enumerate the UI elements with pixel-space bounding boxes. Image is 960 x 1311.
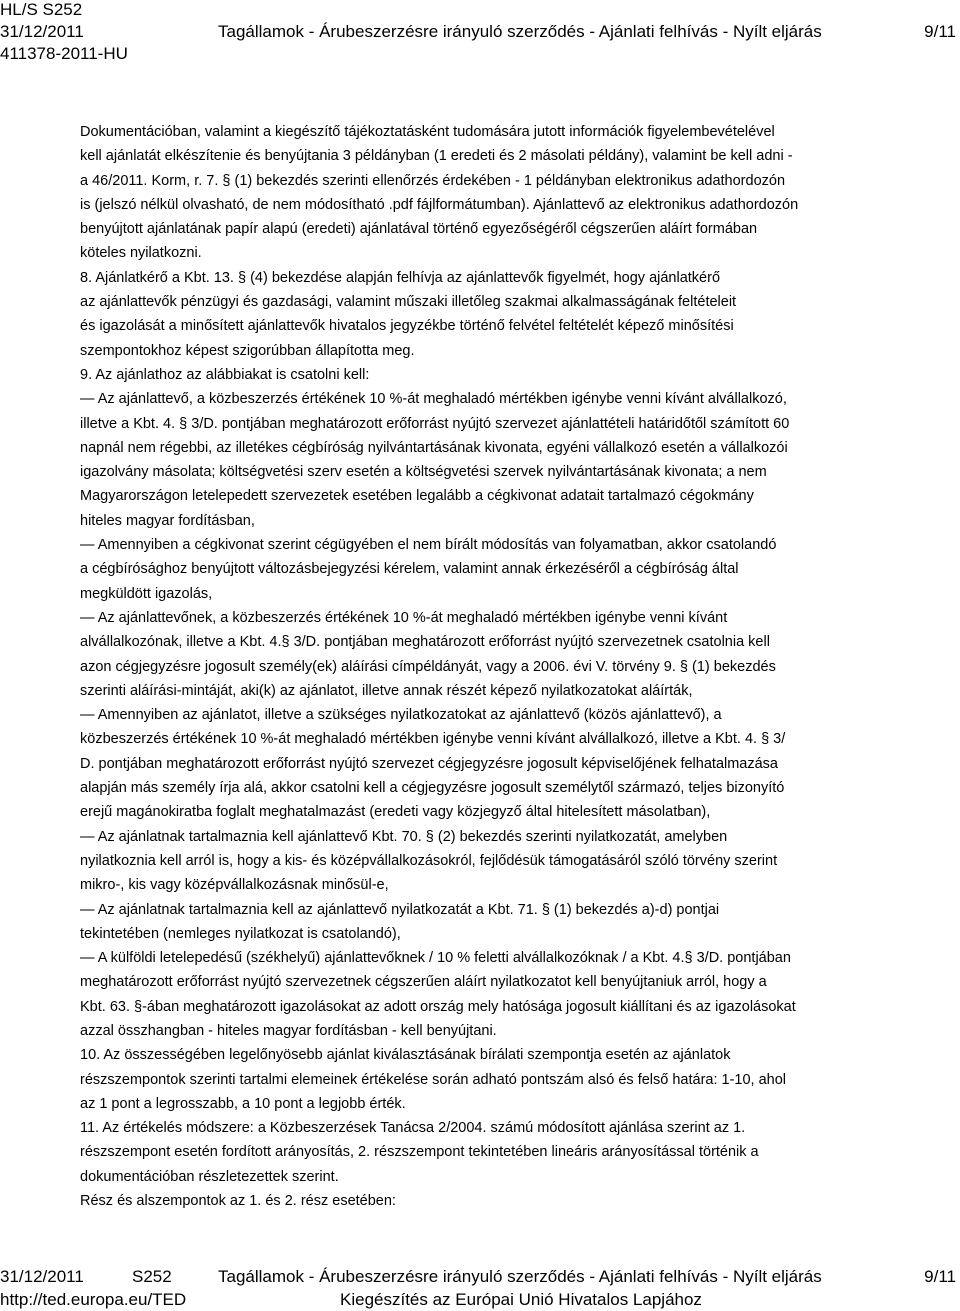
body-line: — Amennyiben a cégkivonat szerint cégügyében el nem bírált módosítás van folyamatban, akkor csatolandó xyxy=(80,537,777,554)
body-line: — Az ajánlatnak tartalmaznia kell az ajánlattevő nyilatkozatát a Kbt. 71. § (1) bekezdés a)-d) pontjai xyxy=(80,901,720,918)
body-line: Rész és alszempontok az 1. és 2. rész esetében: xyxy=(80,1193,396,1210)
body-line: szerinti aláírási-mintáját, aki(k) az ajánlatot, illetve annak részét képező nyilatkozatokat aláírták, xyxy=(80,682,693,699)
body-line: részszempont esetén fordított arányosítás, 2. részszempont tekintetében lineáris arányosítással történik a xyxy=(80,1144,759,1161)
footer-url: http://ted.europa.eu/TED xyxy=(0,1290,187,1309)
footer-date: 31/12/2011 xyxy=(0,1267,84,1286)
body-line: — Amennyiben az ajánlatot, illetve a szükséges nyilatkozatokat az ajánlattevő (közös ajánlattevő), a xyxy=(80,707,722,724)
body-line: — Az ajánlatnak tartalmaznia kell ajánlattevő Kbt. 70. § (2) bekezdés szerinti nyilatkozatát, amelyben xyxy=(80,828,728,845)
footer-page-number: 9/11 xyxy=(924,1267,956,1286)
body-line: 8. Ajánlatkérő a Kbt. 13. § (4) bekezdése alapján felhívja az ajánlattevők figyelmét, hogy ajánlatkérő xyxy=(80,269,721,286)
footer-ref: S252 xyxy=(132,1267,172,1286)
body-line: alapján más személy írja alá, akkor csatolni kell a cégjegyzésre jogosult személytől származó, teljes bizonyító xyxy=(80,780,785,797)
header-title: Tagállamok - Árubeszerzésre irányuló szerződés - Ajánlati felhívás - Nyílt eljárás xyxy=(218,22,822,41)
body-line: az 1 pont a legrosszabb, a 10 pont a legjobb érték. xyxy=(80,1095,406,1112)
body-line: 10. Az összességében legelőnyösebb ajánlat kiválasztásának bírálati szempontja esetén az ajánlatok xyxy=(80,1047,731,1064)
body-line: alvállalkozónak, illetve a Kbt. 4.§ 3/D. pontjában meghatározott erőforrást nyújtó szervezetnek csatolnia kell xyxy=(80,634,770,651)
body-line: D. pontjában meghatározott erőforrást nyújtó szervezet cégjegyzésre jogosult képviselőjének felhatalmazása xyxy=(80,755,778,772)
body-line: Kbt. 63. §-ában meghatározott igazolásokat az adott ország mely hatósága jogosult kiállítani és az igazolásokat xyxy=(80,998,796,1015)
footer-publisher: Kiegészítés az Európai Unió Hivatalos Lapjához xyxy=(340,1290,702,1309)
body-line: kell ajánlatát elkészítenie és benyújtania 3 példányban (1 eredeti és 2 másolati példány), valamint be kell adni - xyxy=(80,148,793,165)
body-line: a 46/2011. Korm, r. 7. § (1) bekezdés szerinti ellenőrzés érdekében - 1 példányban elektronikus adathordozón xyxy=(80,172,786,189)
footer-title: Tagállamok - Árubeszerzésre irányuló szerződés - Ajánlati felhívás - Nyílt eljárás xyxy=(218,1267,822,1286)
body-line: — Az ajánlattevőnek, a közbeszerzés értékének 10 %-át meghaladó mértékben igénybe venni kívánt xyxy=(80,609,728,626)
body-line: és igazolását a minősített ajánlattevők hivatalos jegyzékbe történő felvétel feltételét képező minősítési xyxy=(80,318,734,335)
header-page-number: 9/11 xyxy=(924,22,956,41)
body-line: köteles nyilatkozni. xyxy=(80,245,202,262)
body-line: szempontokhoz képest szigorúbban állapította meg. xyxy=(80,342,415,359)
body-line: hiteles magyar fordításban, xyxy=(80,512,255,529)
body-line: — A külföldi letelepedésű (székhelyű) ajánlattevőknek / 10 % feletti alvállalkozóknak / a Kbt. 4.§ 3/D. pontjában xyxy=(80,950,791,967)
body-line: benyújtott ajánlatának papír alapú (eredeti) ajánlatával történő egyezőségéről cégszerűen aláírt formában xyxy=(80,221,758,238)
body-line: napnál nem régebbi, az illetékes cégbíróság nyilvántartásának kivonata, egyéni vállalkozó esetén a vállalkozói xyxy=(80,439,788,456)
body-line: azon cégjegyzésre jogosult személy(ek) aláírási címpéldányát, vagy a 2006. évi V. törvény 9. § (1) bekezdés xyxy=(80,658,776,675)
body-line: 11. Az értékelés módszere: a Közbeszerzések Tanácsa 2/2004. számú módosított ajánlása szerint az 1. xyxy=(80,1120,746,1137)
body-line: az ajánlattevők pénzügyi és gazdasági, valamint műszaki illetőleg szakmai alkalmasságának feltételeit xyxy=(80,294,737,311)
body-line: illetve a Kbt. 4. § 3/D. pontjában meghatározott erőforrást nyújtó szervezet ajánlattételi határidőtől számított 60 xyxy=(80,415,790,432)
header-date: 31/12/2011 xyxy=(0,22,84,41)
body-line: azzal összhangban - hiteles magyar fordításban - kell benyújtani. xyxy=(80,1022,497,1039)
body-line: közbeszerzés értékének 10 %-át meghaladó mértékben igénybe venni kívánt alvállalkozó, illetve a Kbt. 4. § 3/ xyxy=(80,731,786,748)
body-line: igazolvány másolata; költségvetési szerv esetén a költségvetési szervek nyilvántartásának kivonata; a nem xyxy=(80,464,767,481)
body-line: is (jelszó nélkül olvasható, de nem módosítható .pdf fájlformátumban). Ajánlattevő az elektronikus adathordozón xyxy=(80,196,799,213)
body-line: meghatározott erőforrást nyújtó szervezetnek cégszerűen aláírt nyilatkozatot kell benyújtaniuk arról, hogy a xyxy=(80,974,767,991)
body-line: erejű magánokiratba foglalt meghatalmazást (eredeti vagy közjegyző által hitelesített másolatban), xyxy=(80,804,711,821)
body-line: 9. Az ajánlathoz az alábbiakat is csatolni kell: xyxy=(80,366,370,383)
body-line: — Az ajánlattevő, a közbeszerzés értékének 10 %-át meghaladó mértékben igénybe venni kívánt alvállalkozó, xyxy=(80,391,787,408)
body-line: tekintetében (nemleges nyilatkozat is csatolandó), xyxy=(80,925,401,942)
notice-number: 411378-2011-HU xyxy=(0,44,128,63)
body-line: nyilatkoznia kell arról is, hogy a kis- és középvállalkozásokról, fejlődésük támogatásáról szóló törvény szerint xyxy=(80,852,778,869)
body-line: részszempontok szerinti tartalmi elemeinek értékelése során adható pontszám alsó és felső határa: 1-10, ahol xyxy=(80,1071,787,1088)
body-line: mikro-, kis vagy középvállalkozásnak minősül-e, xyxy=(80,877,389,894)
body-line: Magyarországon letelepedett szervezetek esetében legalább a cégkivonat adatait tartalmazó cégokmány xyxy=(80,488,754,505)
doc-id: HL/S S252 xyxy=(0,0,83,19)
body-line: megküldött igazolás, xyxy=(80,585,213,602)
body-line: Dokumentációban, valamint a kiegészítő tájékoztatásként tudomására jutott információk figyelembevételével xyxy=(80,124,775,140)
body-line: dokumentációban részletezettek szerint. xyxy=(80,1168,339,1185)
body-line: a cégbírósághoz benyújtott változásbejegyzési kérelem, valamint annak érkezéséről a cégbíróság által xyxy=(80,561,739,578)
document-body xyxy=(80,120,958,1213)
